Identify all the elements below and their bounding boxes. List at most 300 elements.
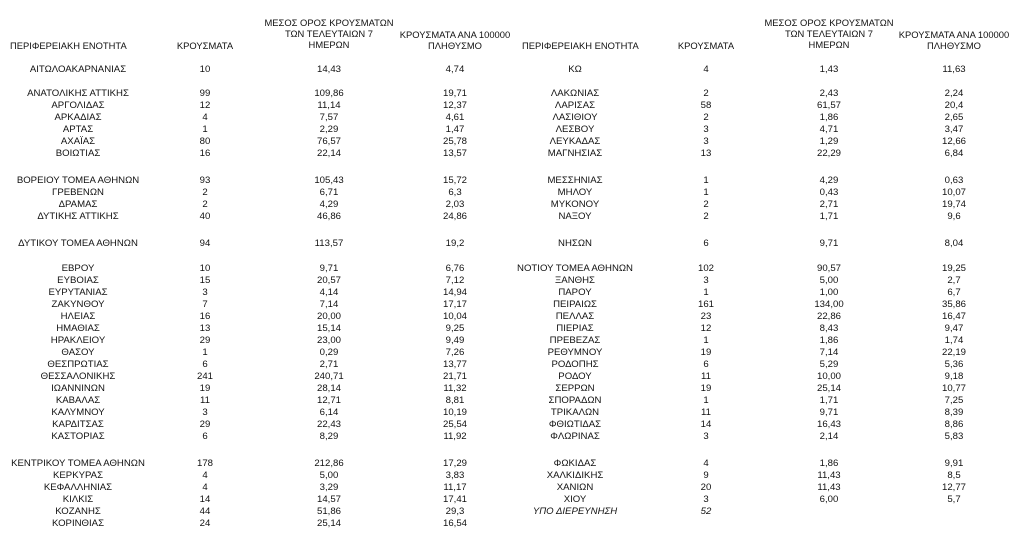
per100k-cell: 19,2 [445,238,465,249]
avg-cell: 8,29 [319,431,339,442]
per100k-cell: 10,19 [442,407,468,418]
per100k-cell: 2,65 [944,112,964,123]
cases-cell: 2 [703,112,709,123]
per100k-cell: 35,86 [941,299,967,310]
cases-cell: 29 [199,335,211,346]
per100k-cell: 5,7 [947,494,961,505]
per100k-cell: 9,6 [947,211,961,222]
avg-cell: 1,29 [819,136,839,147]
cases-cell: 2 [703,199,709,210]
per100k-cell: 8,39 [944,407,964,418]
cases-cell: 24 [199,518,211,529]
per100k-cell: 29,3 [445,506,465,517]
cases-cell: 20 [700,482,712,493]
per100k-cell: 4,74 [445,64,465,75]
avg-cell: 22,14 [316,148,342,159]
region-cell: ΛΑΣΙΘΙΟΥ [552,112,598,123]
region-cell: ΕΒΡΟΥ [61,263,95,274]
avg-cell: 1,71 [819,395,839,406]
avg-cell: 46,86 [316,211,342,222]
avg-cell: 90,57 [816,263,842,274]
region-cell: ΛΕΣΒΟΥ [555,124,595,135]
table-row [0,518,1024,530]
cases-cell: 1 [703,335,709,346]
avg-cell: 15,14 [316,323,342,334]
per100k-cell: 19,74 [941,199,967,210]
cases-cell: 99 [199,88,211,99]
cases-cell: 14 [199,494,211,505]
region-cell: ΔΥΤΙΚΗΣ ΑΤΤΙΚΗΣ [37,211,119,222]
header-avg-line1: ΜΕΣΟΣ ΟΡΟΣ ΚΡΟΥΣΜΑΤΩΝ [264,17,394,28]
region-cell: ΖΑΚΥΝΘΟΥ [51,299,105,310]
per100k-cell: 20,4 [944,100,964,111]
per100k-cell: 6,3 [448,187,462,198]
per100k-cell: 5,83 [944,431,964,442]
cases-cell: 23 [700,311,712,322]
per100k-cell: 17,17 [442,299,468,310]
region-cell: ΚΟΖΑΝΗΣ [55,506,101,517]
region-cell: ΘΕΣΠΡΩΤΙΑΣ [47,359,109,370]
per100k-cell: 15,72 [442,175,468,186]
table-row [0,458,1024,470]
per100k-cell: 7,26 [445,347,465,358]
avg-cell: 9,71 [819,407,839,418]
header-region-left: ΠΕΡΙΦΕΡΕΙΑΚΗ ΕΝΟΤΗΤΑ [10,40,127,51]
region-cell: ΠΑΡΟΥ [558,287,592,298]
cases-cell: 58 [700,100,712,111]
avg-cell: 11,43 [817,470,841,481]
per100k-cell: 19,25 [941,263,967,274]
region-cell: ΦΩΚΙΔΑΣ [553,458,597,469]
cases-cell: 1 [703,395,709,406]
cases-cell: 19 [700,347,712,358]
table-row [0,64,1024,76]
cases-cell: 16 [199,148,211,159]
region-cell: ΛΕΥΚΑΔΑΣ [549,136,601,147]
avg-cell: 7,14 [319,299,339,310]
cases-cell: 2 [202,199,208,210]
region-cell: ΙΩΑΝΝΙΝΩΝ [51,383,105,394]
table-row [0,175,1024,187]
cases-cell: 1 [202,124,208,135]
per100k-cell: 17,41 [442,494,468,505]
cases-cell: 1 [703,187,709,198]
cases-cell: 1 [202,347,208,358]
region-cell: ΚΑΡΔΙΤΣΑΣ [52,419,104,430]
cases-cell: 2 [703,211,709,222]
avg-cell: 6,00 [819,494,839,505]
table-row [0,311,1024,323]
avg-cell: 2,14 [819,431,839,442]
avg-cell: 134,00 [814,299,844,310]
region-cell: ΒΟΡΕΙΟΥ ΤΟΜΕΑ ΑΘΗΝΩΝ [16,175,140,186]
avg-cell: 0,29 [319,347,339,358]
cases-cell: 3 [703,136,709,147]
avg-cell: 5,29 [819,359,839,370]
avg-cell: 51,86 [316,506,342,517]
region-cell: ΗΜΑΘΙΑΣ [56,323,100,334]
per100k-cell: 4,61 [445,112,465,123]
cases-cell: 44 [199,506,211,517]
cases-cell: 1 [703,287,709,298]
region-cell: ΜΕΣΣΗΝΙΑΣ [547,175,603,186]
avg-cell: 6,71 [319,187,339,198]
header-region-right: ΠΕΡΙΦΕΡΕΙΑΚΗ ΕΝΟΤΗΤΑ [522,40,639,51]
table-row [0,407,1024,419]
region-cell: ΚΕΦΑΛΛΗΝΙΑΣ [43,482,113,493]
region-cell: ΑΡΚΑΔΙΑΣ [54,112,102,123]
table-row [0,419,1024,431]
region-cell: ΑΙΤΩΛΟΑΚΑΡΝΑΝΙΑΣ [29,64,127,75]
cases-cell: 16 [199,311,211,322]
per100k-cell: 6,7 [947,287,961,298]
per100k-cell: 13,57 [442,148,468,159]
cases-cell: 4 [202,470,208,481]
table-row [0,112,1024,124]
per100k-cell: 10,07 [941,187,967,198]
cases-cell: 11 [701,407,711,418]
region-cell: ΚΑΛΥΜΝΟΥ [51,407,105,418]
avg-cell: 1,86 [819,112,839,123]
avg-cell: 25,14 [316,518,342,529]
table-row [0,383,1024,395]
per100k-cell: 11,63 [942,64,966,75]
region-cell: ΘΕΣΣΑΛΟΝΙΚΗΣ [40,371,116,382]
region-cell: ΓΡΕΒΕΝΩΝ [52,187,104,198]
cases-cell: 80 [199,136,211,147]
header-per100k-line1: ΚΡΟΥΣΜΑΤΑ ΑΝΑ 100000 [399,29,511,40]
header-avg-right [764,17,893,50]
region-cell: ΧΙΟΥ [563,494,587,505]
table-row [0,211,1024,223]
header-avg-left [264,17,393,50]
avg-cell: 11,43 [817,482,841,493]
avg-cell: 22,86 [816,311,842,322]
per100k-cell: 19,71 [442,88,468,99]
region-cell: ΘΑΣΟΥ [61,347,95,358]
table-row [0,371,1024,383]
table-row [0,347,1024,359]
header-avg-line2: ΤΩΝ ΤΕΛΕΥΤΑΙΩΝ 7 [284,28,374,39]
region-cell: ΞΑΝΘΗΣ [555,275,595,286]
per100k-cell: 9,18 [944,371,964,382]
header-cases-left: ΚΡΟΥΣΜΑΤΑ [176,40,234,51]
avg-cell: 1,71 [819,211,839,222]
cases-cell: 6 [202,359,208,370]
region-cell: ΚΕΝΤΡΙΚΟΥ ΤΟΜΕΑ ΑΘΗΝΩΝ [11,458,145,469]
cases-cell: 52 [700,506,712,517]
avg-cell: 28,14 [316,383,342,394]
table-row [0,100,1024,112]
per100k-cell: 9,49 [445,335,465,346]
table-row [0,482,1024,494]
per100k-cell: 16,47 [941,311,967,322]
region-cell: ΑΝΑΤΟΛΙΚΗΣ ΑΤΤΙΚΗΣ [27,88,129,99]
cases-cell: 3 [703,275,709,286]
cases-cell: 6 [202,431,208,442]
region-cell: ΗΡΑΚΛΕΙΟΥ [50,335,106,346]
region-cell: ΕΥΒΟΙΑΣ [57,275,99,286]
region-cell: ΜΑΓΝΗΣΙΑΣ [547,148,603,159]
per100k-cell: 10,04 [442,311,468,322]
per100k-cell: 11,17 [443,482,467,493]
cases-cell: 3 [703,494,709,505]
region-cell: ΡΕΘΥΜΝΟΥ [547,347,603,358]
region-cell: ΗΛΕΙΑΣ [60,311,96,322]
header-avg-line3: ΗΜΕΡΩΝ [808,39,850,50]
table-row [0,88,1024,100]
header-per100k-line1: ΚΡΟΥΣΜΑΤΑ ΑΝΑ 100000 [898,29,1010,40]
per100k-cell: 1,74 [944,335,964,346]
avg-cell: 61,57 [816,100,842,111]
per100k-cell: 21,71 [442,371,468,382]
table-row [0,124,1024,136]
cases-cell: 3 [703,124,709,135]
per100k-cell: 11,92 [443,431,467,442]
region-cell: ΚΑΣΤΟΡΙΑΣ [51,431,105,442]
region-cell: ΝΑΞΟΥ [558,211,592,222]
table-row [0,395,1024,407]
table-row [0,335,1024,347]
avg-cell: 20,00 [316,311,342,322]
per100k-cell: 3,47 [944,124,964,135]
avg-cell: 109,86 [314,88,344,99]
region-cell: ΜΥΚΟΝΟΥ [550,199,600,210]
avg-cell: 8,43 [819,323,839,334]
cases-cell: 13 [700,148,712,159]
cases-cell: 10 [199,64,211,75]
region-cell: ΒΟΙΩΤΙΑΣ [55,148,101,159]
per100k-cell: 8,86 [944,419,964,430]
region-cell: ΜΗΛΟΥ [557,187,593,198]
cases-cell: 2 [703,88,709,99]
region-cell: ΚΟΡΙΝΘΙΑΣ [51,518,105,529]
cases-cell: 3 [202,287,208,298]
cases-cell: 11 [200,395,210,406]
region-cell: ΔΡΑΜΑΣ [58,199,98,210]
per100k-cell: 12,37 [442,100,468,111]
cases-cell: 29 [199,419,211,430]
table-row [0,199,1024,211]
table-row [0,494,1024,506]
per100k-cell: 25,54 [442,419,468,430]
region-cell: ΚΩ [568,64,582,75]
region-cell: ΝΗΣΩΝ [558,238,592,249]
cases-cell: 4 [202,482,208,493]
avg-cell: 1,86 [819,458,839,469]
cases-cell: 9 [703,470,709,481]
per100k-cell: 7,25 [944,395,964,406]
region-cell: ΑΡΓΟΛΙΔΑΣ [51,100,105,111]
region-cell: ΕΥΡΥΤΑΝΙΑΣ [48,287,108,298]
per100k-cell: 6,76 [445,263,465,274]
per100k-cell: 9,91 [944,458,964,469]
cases-cell: 2 [202,187,208,198]
header-avg-line1: ΜΕΣΟΣ ΟΡΟΣ ΚΡΟΥΣΜΑΤΩΝ [764,17,894,28]
region-cell: ΣΠΟΡΑΔΩΝ [548,395,602,406]
avg-cell: 9,71 [319,263,339,274]
table-row [0,148,1024,160]
cases-cell: 94 [199,238,211,249]
cases-cell: 241 [196,371,214,382]
avg-cell: 4,29 [319,199,339,210]
per100k-cell: 25,78 [442,136,468,147]
cases-cell: 14 [700,419,712,430]
cases-cell: 6 [703,238,709,249]
avg-cell: 5,00 [819,275,839,286]
cases-cell: 11 [701,371,711,382]
cases-cell: 12 [700,323,712,334]
avg-cell: 240,71 [314,371,344,382]
avg-cell: 2,29 [319,124,339,135]
cases-cell: 40 [199,211,211,222]
avg-cell: 22,29 [816,148,842,159]
region-cell: ΠΕΛΛΑΣ [555,311,595,322]
cases-cell: 6 [703,359,709,370]
per100k-cell: 3,83 [445,470,465,481]
avg-cell: 2,43 [819,88,839,99]
region-cell: ΦΛΩΡΙΝΑΣ [550,431,600,442]
avg-cell: 14,57 [316,494,342,505]
cases-cell: 19 [199,383,211,394]
cases-cell: 1 [703,175,709,186]
header-per100k-left [400,29,510,51]
avg-cell: 4,14 [319,287,339,298]
cases-cell: 7 [202,299,208,310]
header-avg-line2: ΤΩΝ ΤΕΛΕΥΤΑΙΩΝ 7 [784,28,874,39]
per100k-cell: 14,94 [442,287,468,298]
region-cell: ΚΕΡΚΥΡΑΣ [52,470,104,481]
per100k-cell: 11,32 [443,383,467,394]
avg-cell: 11,14 [317,100,341,111]
per100k-cell: 22,19 [941,347,967,358]
avg-cell: 7,14 [819,347,839,358]
region-cell: ΣΕΡΡΩΝ [555,383,595,394]
per100k-cell: 8,5 [947,470,961,481]
table-row [0,287,1024,299]
avg-cell: 4,71 [819,124,839,135]
cases-cell: 161 [697,299,715,310]
avg-cell: 212,86 [314,458,344,469]
avg-cell: 3,29 [319,482,339,493]
region-cell: ΑΧΑΪΑΣ [60,136,96,147]
cases-cell: 4 [202,112,208,123]
table-row [0,323,1024,335]
cases-cell: 12 [199,100,211,111]
avg-cell: 7,57 [319,112,339,123]
avg-cell: 5,00 [319,470,339,481]
region-cell: ΠΙΕΡΙΑΣ [556,323,594,334]
region-cell: ΚΑΒΑΛΑΣ [55,395,101,406]
avg-cell: 2,71 [319,359,339,370]
avg-cell: 2,71 [819,199,839,210]
region-cell: ΔΥΤΙΚΟΥ ΤΟΜΕΑ ΑΘΗΝΩΝ [18,238,138,249]
per100k-cell: 6,84 [944,148,964,159]
avg-cell: 12,71 [316,395,342,406]
region-cell: ΑΡΤΑΣ [62,124,94,135]
header-cases-right: ΚΡΟΥΣΜΑΤΑ [677,40,735,51]
avg-cell: 25,14 [816,383,842,394]
avg-cell: 76,57 [316,136,342,147]
region-cell: ΝΟΤΙΟΥ ΤΟΜΕΑ ΑΘΗΝΩΝ [517,263,633,274]
region-cell: ΧΑΛΚΙΔΙΚΗΣ [546,470,604,481]
cases-cell: 10 [199,263,211,274]
avg-cell: 0,43 [819,187,839,198]
avg-cell: 14,43 [316,64,342,75]
avg-cell: 1,43 [819,64,839,75]
avg-cell: 6,14 [319,407,339,418]
per100k-cell: 17,29 [442,458,468,469]
per100k-cell: 8,04 [944,238,964,249]
avg-cell: 1,00 [819,287,839,298]
per100k-cell: 2,7 [947,275,961,286]
region-cell: ΠΡΕΒΕΖΑΣ [549,335,601,346]
region-cell: ΛΑΚΩΝΙΑΣ [550,88,600,99]
avg-cell: 22,43 [316,419,342,430]
per100k-cell: 1,47 [445,124,465,135]
table-row [0,431,1024,443]
per100k-cell: 12,77 [941,482,967,493]
per100k-cell: 2,03 [445,199,465,210]
avg-cell: 1,86 [819,335,839,346]
cases-cell: 3 [703,431,709,442]
cases-cell: 93 [199,175,211,186]
per100k-cell: 9,25 [445,323,465,334]
per100k-cell: 5,36 [944,359,964,370]
avg-cell: 10,00 [816,371,842,382]
per100k-cell: 8,81 [445,395,465,406]
per100k-cell: 10,77 [941,383,967,394]
header-per100k-right [899,29,1009,51]
per100k-cell: 12,66 [941,136,967,147]
avg-cell: 113,57 [314,238,344,249]
region-cell: ΛΑΡΙΣΑΣ [554,100,596,111]
header-avg-line3: ΗΜΕΡΩΝ [308,39,350,50]
header-per100k-line2: ΠΛΗΘΥΣΜΟ [927,40,981,51]
cases-cell: 19 [700,383,712,394]
table-row [0,470,1024,482]
cases-cell: 13 [199,323,211,334]
table-row [0,263,1024,275]
per100k-cell: 24,86 [442,211,468,222]
table-row [0,359,1024,371]
avg-cell: 20,57 [316,275,342,286]
per100k-cell: 2,24 [944,88,964,99]
region-cell: ΤΡΙΚΑΛΩΝ [550,407,600,418]
table-row [0,275,1024,287]
cases-cell: 4 [703,64,709,75]
region-cell: ΡΟΔΟΥ [558,371,592,382]
per100k-cell: 13,77 [442,359,468,370]
avg-cell: 105,43 [314,175,344,186]
table-row [0,136,1024,148]
region-cell: ΥΠΟ ΔΙΕΡΕΥΝΗΣΗ [532,506,618,517]
table-row [0,238,1024,250]
table-row [0,506,1024,518]
region-cell: ΡΟΔΟΠΗΣ [551,359,599,370]
avg-cell: 9,71 [819,238,839,249]
per100k-cell: 7,12 [445,275,465,286]
avg-cell: 4,29 [819,175,839,186]
region-cell: ΧΑΝΙΩΝ [556,482,594,493]
per100k-cell: 0,63 [944,175,964,186]
avg-cell: 16,43 [816,419,842,430]
region-cell: ΦΘΙΩΤΙΔΑΣ [548,419,602,430]
table-row [0,187,1024,199]
per100k-cell: 9,47 [944,323,964,334]
header-per100k-line2: ΠΛΗΘΥΣΜΟ [428,40,482,51]
cases-cell: 178 [196,458,214,469]
